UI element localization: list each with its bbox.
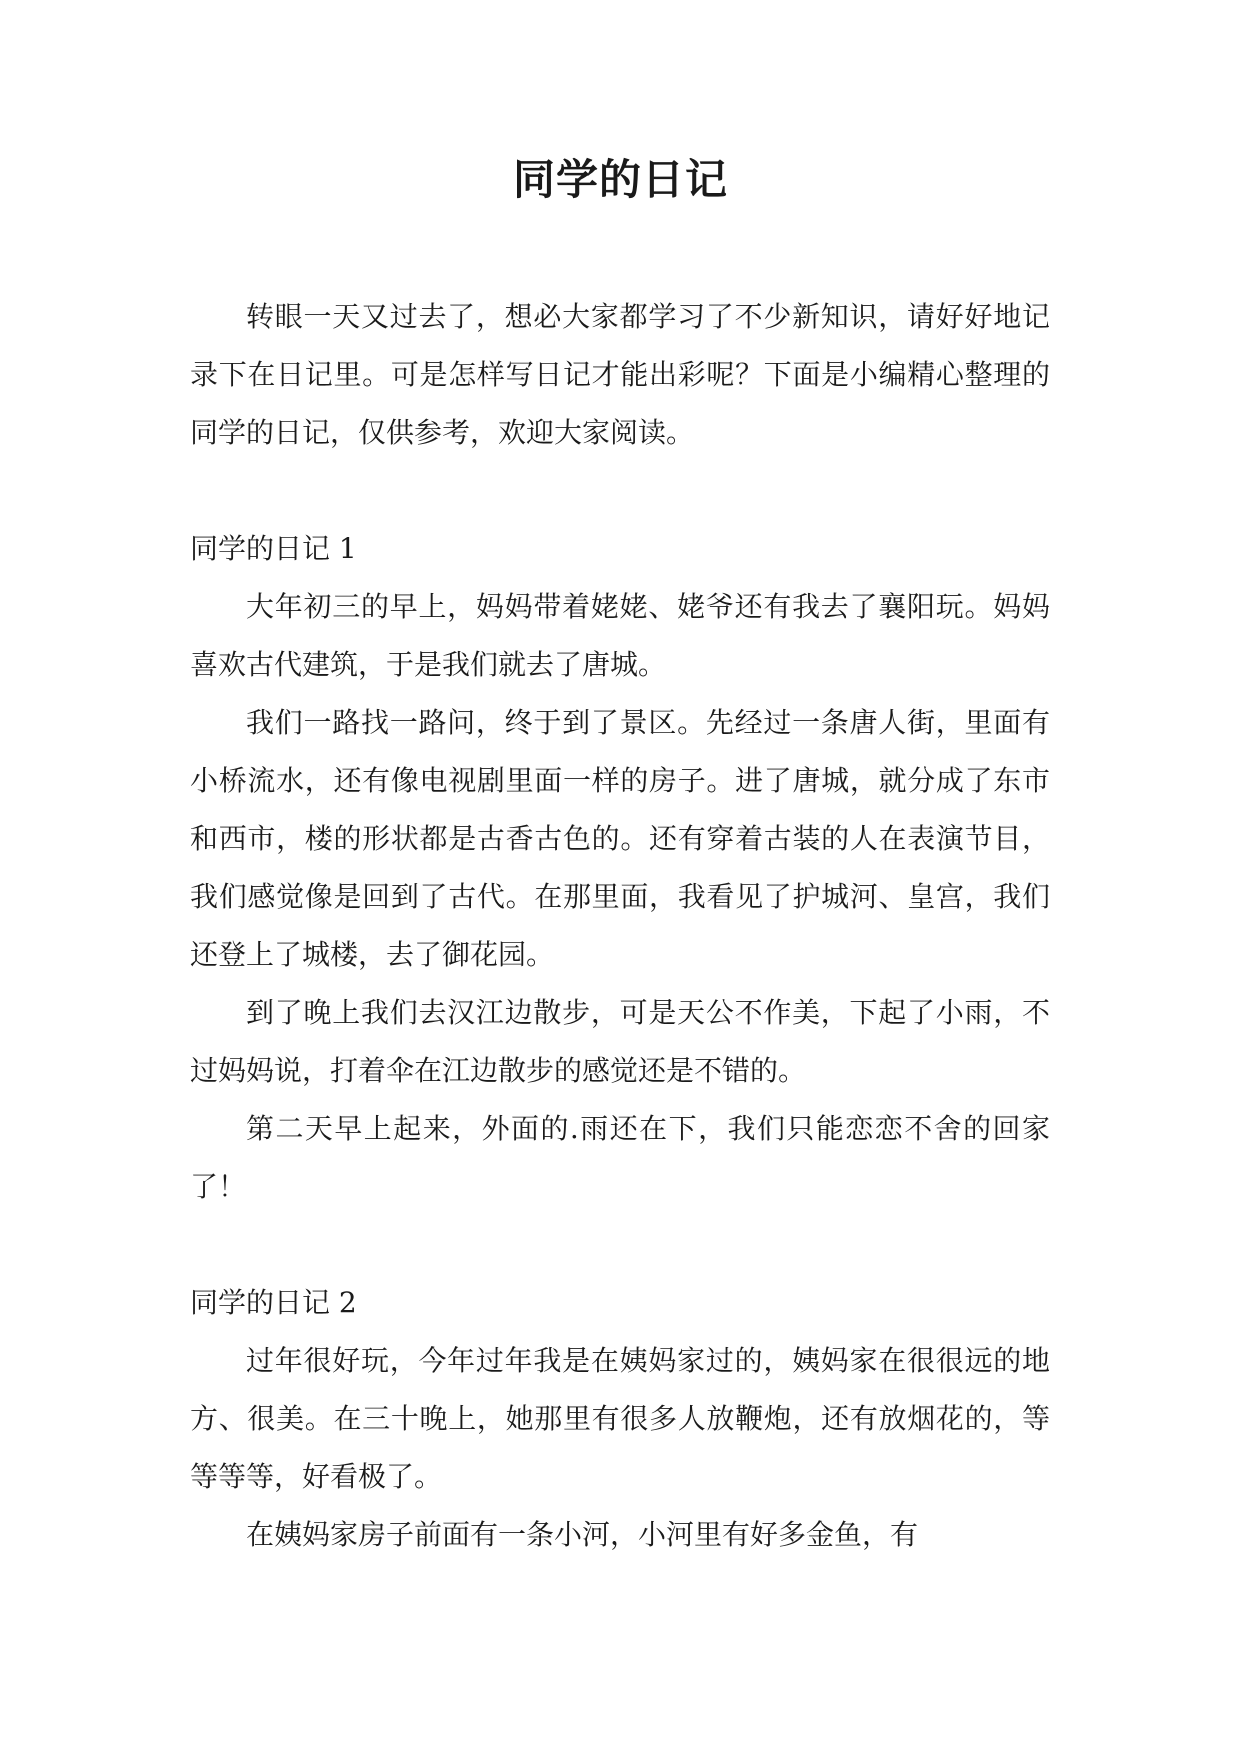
- section-paragraph: 在姨妈家房子前面有一条小河，小河里有好多金鱼，有: [246, 1518, 919, 1551]
- document-body: [190, 288, 1050, 1564]
- section-gap: [190, 1216, 1050, 1274]
- section-heading: 同学的日记 2: [190, 1286, 357, 1319]
- section-gap: [190, 462, 1050, 520]
- section-heading: 同学的日记 1: [190, 532, 357, 565]
- document-title: 同学的日记: [512, 155, 728, 204]
- section-paragraph: 我们一路找一路问，终于到了景区。先经过一条唐人街，里面有小桥流水，还有像电视剧里面一样的房子。进了唐城，就分成了东市和西市，楼的形状都是古香古色的。还有穿着古装的人在表演节目，我们感觉像是回到了古代。在那里面，我看见了护城河、皇宫，我们还登上了城楼，去了御花园。: [190, 706, 1050, 971]
- intro-paragraph: 转眼一天又过去了，想必大家都学习了不少新知识，请好好地记录下在日记里。可是怎样写日记才能出彩呢？下面是小编精心整理的同学的日记，仅供参考，欢迎大家阅读。: [190, 300, 1050, 449]
- diary-section-1: [190, 520, 1050, 1216]
- section-paragraph: 大年初三的早上，妈妈带着姥姥、姥爷还有我去了襄阳玩。妈妈喜欢古代建筑，于是我们就去了唐城。: [190, 590, 1050, 681]
- section-paragraph: 第二天早上起来，外面的.雨还在下，我们只能恋恋不舍的回家了！: [190, 1112, 1050, 1203]
- diary-section-2: [190, 1274, 1050, 1564]
- section-paragraph: 过年很好玩，今年过年我是在姨妈家过的，姨妈家在很很远的地方、很美。在三十晚上，她那里有很多人放鞭炮，还有放烟花的，等等等等，好看极了。: [190, 1344, 1050, 1493]
- section-paragraph: 到了晚上我们去汉江边散步，可是天公不作美，下起了小雨，不过妈妈说，打着伞在江边散步的感觉还是不错的。: [190, 996, 1050, 1087]
